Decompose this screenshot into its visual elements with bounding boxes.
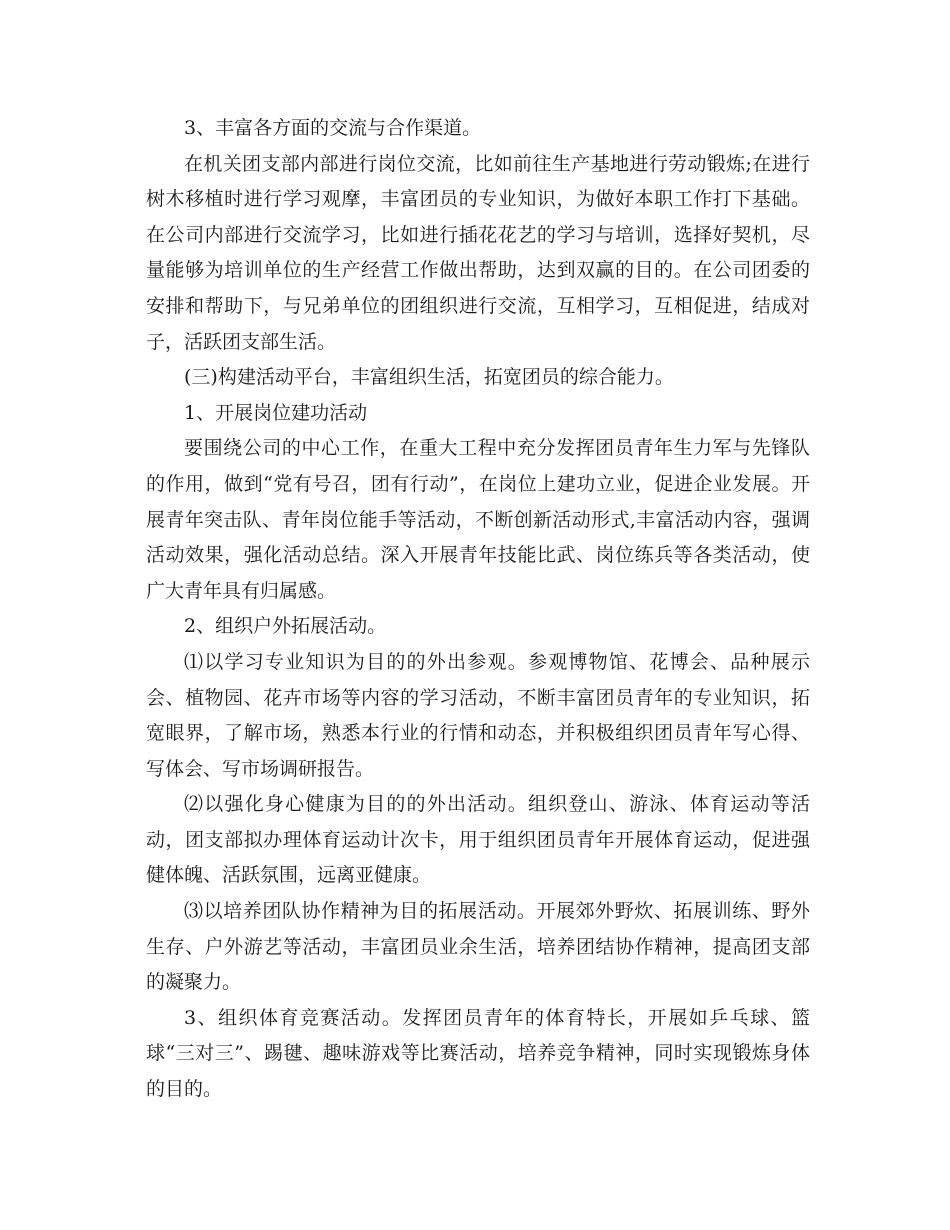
paragraph-item-2-outdoor: 2、组织户外拓展活动。 <box>184 615 387 638</box>
paragraph-heading-platform: (三)构建活动平台，丰富组织生活，拓宽团员的综合能力。 <box>184 366 674 389</box>
paragraph-center-work: 要围绕公司的中心工作，在重大工程中充分发挥团员青年生力军与先锋队的作用，做到“党有号召，团有行动”，在岗位上建功立业，促进企业发展。开展青年突击队、青年岗位能手等活动，不断创新活动形式,丰富活动内容，强调活动效果，强化活动总结。深入开展青年技能比武、岗位练兵等各类活动，使广大青年具有归属感。 <box>146 437 810 602</box>
paragraph-item-3-sports: 3、组织体育竞赛活动。发挥团员青年的体育特长，开展如乒乓球、篮球“三对三”、踢毽、趣味游戏等比赛活动，培养竞争精神，同时实现锻炼身体的目的。 <box>146 1006 810 1101</box>
paragraph-visit-study: ⑴以学习专业知识为目的的外出参观。参观博物馆、花博会、品种展示会、植物园、花卉市场等内容的学习活动，不断丰富团员青年的专业知识，拓宽眼界，了解市场，熟悉本行业的行情和动态，并积极组织团员青年写心得、写体会、写市场调研报告。 <box>146 650 810 780</box>
paragraph-item-1-job-merit: 1、开展岗位建功活动 <box>184 401 368 424</box>
paragraph-team-spirit: ⑶以培养团队协作精神为目的拓展活动。开展郊外野炊、拓展训练、野外生存、户外游艺等活动，丰富团员业余生活，培养团结协作精神，提高团支部的凝聚力。 <box>146 900 810 994</box>
paragraph-section-3-exchange: 3、丰富各方面的交流与合作渠道。 <box>184 117 482 139</box>
paragraph-health-activity: ⑵以强化身心健康为目的的外出活动。组织登山、游泳、体育运动等活动，团支部拟办理体育运动计次卡，用于组织团员青年开展体育运动，促进强健体魄、活跃氛围，远离亚健康。 <box>146 793 810 887</box>
paragraph-job-exchange: 在机关团支部内部进行岗位交流，比如前往生产基地进行劳动锻炼;在进行树木移植时进行学习观摩，丰富团员的专业知识，为做好本职工作打下基础。在公司内部进行交流学习，比如进行插花花艺的学习与培训，选择好契机，尽量能够为培训单位的生产经营工作做出帮助，达到双赢的目的。在公司团委的安排和帮助下，与兄弟单位的团组织进行交流，互相学习，互相促进，结成对子，活跃团支部生活。 <box>146 152 810 353</box>
document-body <box>146 111 810 1108</box>
